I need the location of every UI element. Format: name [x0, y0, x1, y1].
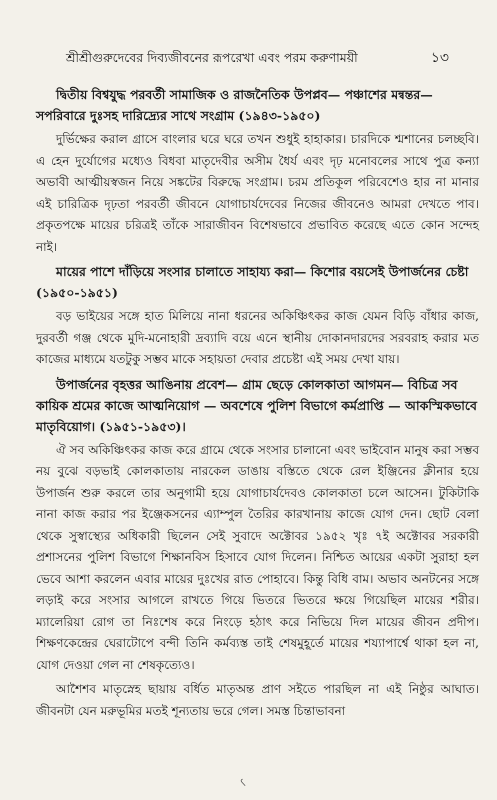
body-paragraph: ঐ সব অকিঞ্চিৎকর কাজ করে গ্রামে থেকে সংসার চালানো এবং ভাইবোন মানুষ করা সম্ভব নয় বুঝে বড়ভাই কোলকাতায় নারকেল ডাঙায় বস্তিতে থেকে রেল ইঞ্জিনের ক্লীনার হয়ে উপার্জন শুরু করলে তার অনুগামী হয়ে যোগাচার্যদেবও কোলকাতা চলে আসেন। টুকিটাকি নানা কাজ করার পর ইঞ্জেকসনের এ্যাম্পুল তৈরির কারখানায় কাজে যোগ দেন। ছোট বেলা থেকে সুস্বাস্থ্যের অধিকারী ছিলেন সেই সুবাদে অক্টোবর ১৯৫২ খৃঃ ৭ই অক্টোবর সরকারী প্রশাসনের পুলিশ বিভাগে শিক্ষানবিস হিসাবে যোগ দিলেন। নিশ্চিত আয়ের একটা সুরাহা হল ভেবে আশা করলেন এবার মায়ের দুঃখের রাত পোহাবে। কিন্তু বিধি বাম। অভাব অনটনের সঙ্গে লড়াই করে সংসার আগলে রাখতে গিয়ে ভিতরে ভিতরে ক্ষয়ে গিয়েছিল মায়ের শরীর। ম্যালেরিয়া রোগ তা নিঃশেষ করে নিংড়ে হঠাৎ করে নিভিয়ে দিল মায়ের জীবন প্রদীপ। শিক্ষণকেন্দ্রের ঘেরাটোপে বন্দী তিনি কর্মব্যস্ত তাই শেষমুহূর্তে মায়ের শয্যাপার্শ্বে থাকা হল না, যোগ দেওয়া গেল না শেষকৃত্যেও।	[36, 442, 479, 672]
section-heading: দ্বিতীয় বিশ্বযুদ্ধ পরবর্তী সামাজিক ও রাজনৈতিক উপপ্লব— পঞ্চাশের মন্বন্তর— সপরিবারে দুঃসহ দারিদ্র্যের সাথে সংগ্রাম (১৯৪৩-১৯৫০)	[36, 87, 433, 123]
page-number: ১৩	[430, 50, 449, 66]
body-paragraph: আশৈশব মাতৃস্নেহ ছায়ায় বর্ধিত মাতৃঅন্ত প্রাণ সইতে পারছিল না এই নিষ্ঠুর আঘাত। জীবনটা যেন মরুভূমির মতই শূন্যতায় ভরে গেল। সমস্ত চিন্তাভাবনা	[36, 682, 479, 718]
section-2	[36, 261, 479, 371]
footer-mark: ৻	[240, 775, 246, 789]
body-paragraph: বড় ভাইয়ের সঙ্গে হাত মিলিয়ে নানা ধরনের অকিঞ্চিৎকর কাজ যেমন বিড়ি বাঁধার কাজ, দুরবর্তী গঞ্জ থেকে মুদি-মনোহারী দ্রব্যাদি বয়ে এনে স্থানীয় দোকানদারদের সরবরাহ করার মত কাজের মাধ্যমে যতটুকু সম্ভব মাকে সহায়তা দেবার প্রচেষ্টা এই সময় দেখা যায়।	[36, 309, 479, 366]
running-header	[36, 46, 479, 70]
section-1	[36, 84, 479, 258]
section-3	[36, 374, 479, 723]
section-heading: মায়ের পাশে দাঁড়িয়ে সংসার চালাতে সাহায্য করা— কিশোর বয়সেই উপার্জনের চেষ্টা (১৯৫০-১৯৫১)	[36, 264, 469, 300]
running-title: শ্রীশ্রীগুরুদেবের দিব্যজীবনের রূপরেখা এবং পরম করুণাময়ী	[66, 50, 358, 65]
section-heading: উপার্জনের বৃহত্তর আঙিনায় প্রবেশ— গ্রাম ছেড়ে কোলকাতা আগমন— বিচিত্র সব কায়িক শ্রমের কাজে আত্মনিয়োগ — অবশেষে পুলিশ বিভাগে কর্মপ্রাপ্তি — আকস্মিকভাবে মাতৃবিয়োগ। (১৯৫১-১৯৫৩)।	[36, 376, 477, 434]
body-paragraph: দুর্ভিক্ষের করাল গ্রাসে বাংলার ঘরে ঘরে তখন শুধুই হাহাকার। চারদিকে শ্মশানের চলচ্ছবি। এ হেন দুর্যোগের মধ্যেও বিধবা মাতৃদেবীর অসীম ধৈর্য এবং দৃঢ় মনোবলের সাথে পুত্র কন্যা অভাবী আত্মীয়স্বজন নিয়ে সঙ্কটের বিরুদ্ধে সংগ্রাম। চরম প্রতিকূল পরিবেশেও হার না মানার এই চারিত্রিক দৃঢ়তা পরবর্তী জীবনে যোগাচার্যদেবের নিজের জীবনেও আমরা দেখতে পাব। প্রকৃতপক্ষে মায়ের চরিত্রই তাঁকে সারাজীবন বিশেষভাবে প্রভাবিত করেছে এতে কোন সন্দেহ নাই।	[36, 132, 479, 254]
